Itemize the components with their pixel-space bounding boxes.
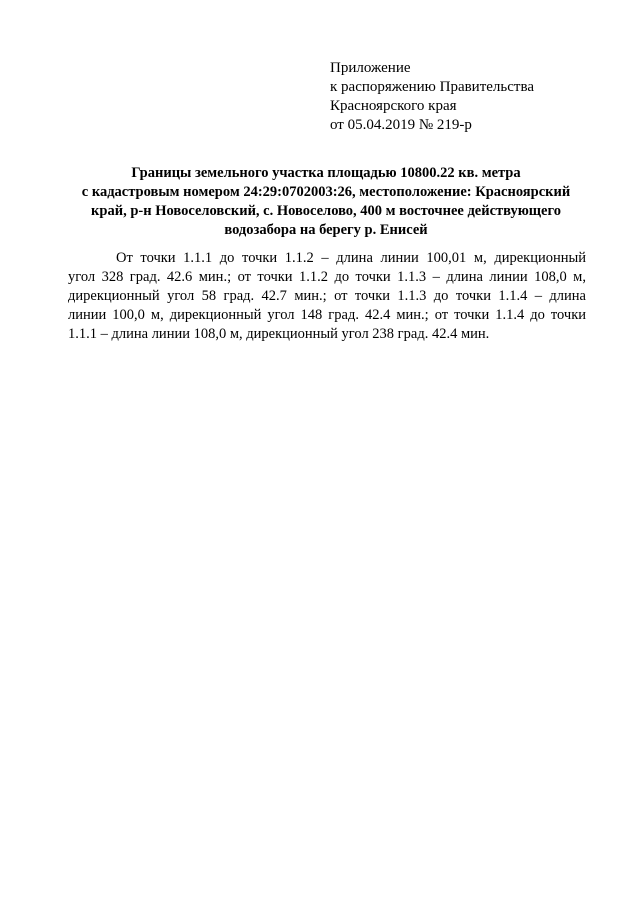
body-line-2: угол 328 град. 42.6 мин.; от точки 1.1.2 до точки 1.1.3 – длина линии 108,0 м, xyxy=(68,269,586,285)
title-line-2: с кадастровым номером 24:29:0702003:26, местоположение: Красноярский xyxy=(81,184,571,200)
boundary-description xyxy=(68,249,586,344)
title-line-4: водозабора на берегу р. Енисей xyxy=(224,222,428,238)
title-line-1: Границы земельного участка площадью 10800.22 кв. метра xyxy=(131,165,521,181)
appendix-region: Красноярского края xyxy=(330,98,457,114)
body-line-4: линии 100,0 м, дирекционный угол 148 град. 42.4 мин.; от точки 1.1.4 до точки xyxy=(68,307,586,323)
document-title xyxy=(66,164,586,240)
appendix-order-ref: к распоряжению Правительства xyxy=(330,79,535,95)
appendix-label: Приложение xyxy=(330,60,411,76)
body-line-1: От точки 1.1.1 до точки 1.1.2 – длина линии 100,01 м, дирекционный xyxy=(116,250,586,266)
body-line-3: дирекционный угол 58 град. 42.7 мин.; от точки 1.1.3 до точки 1.1.4 – длина xyxy=(68,288,586,304)
appendix-header xyxy=(330,59,620,135)
body-line-5: 1.1.1 – длина линии 108,0 м, дирекционный угол 238 град. 42.4 мин. xyxy=(68,326,490,342)
appendix-date-number: от 05.04.2019 № 219-р xyxy=(330,117,472,133)
title-line-3: край, р-н Новоселовский, с. Новоселово, 400 м восточнее действующего xyxy=(91,203,561,219)
